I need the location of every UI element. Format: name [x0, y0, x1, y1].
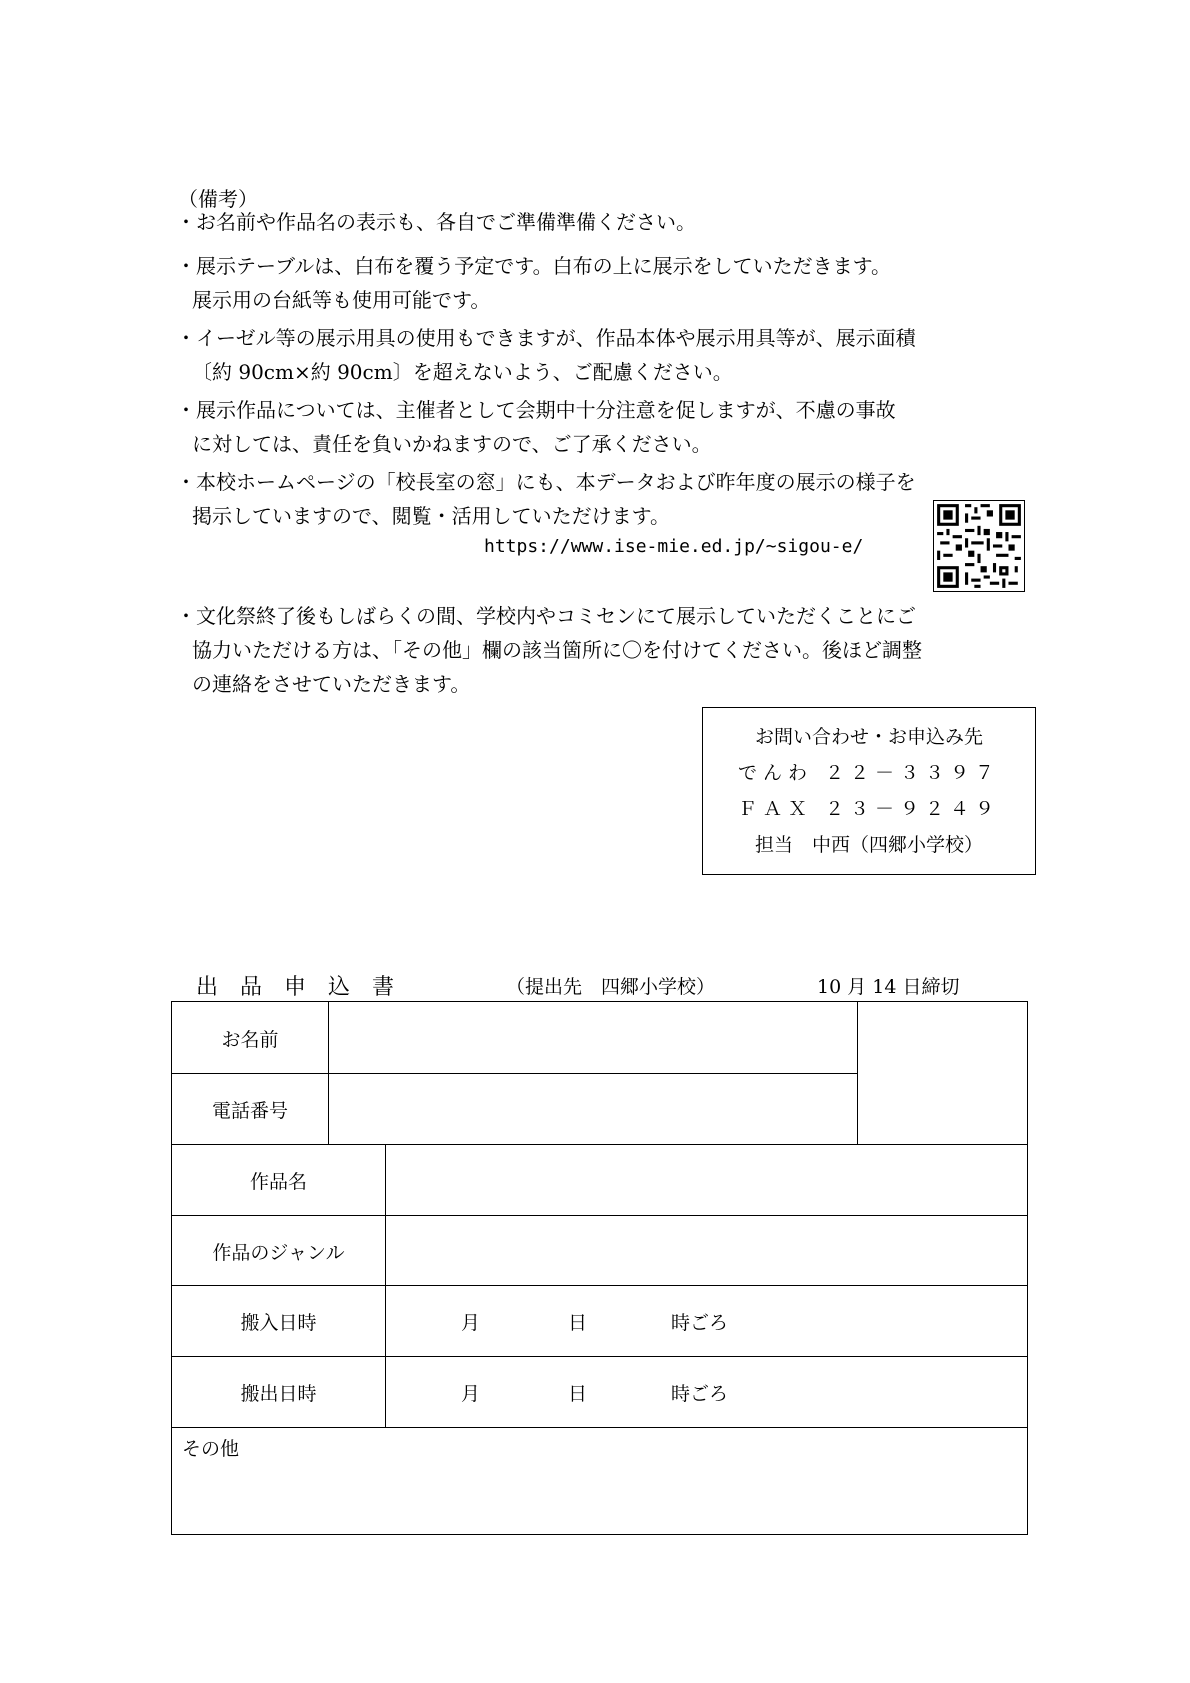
delivery-in-time: 時ごろ — [671, 1312, 729, 1334]
contact-box — [702, 707, 1036, 875]
notes-heading: （備考） — [178, 187, 258, 211]
row-divider — [172, 1285, 1027, 1286]
photo-box[interactable] — [858, 1003, 1026, 1143]
note-line: ・お名前や作品名の表示も、各自でご準備準備ください。 — [176, 210, 696, 234]
contact-person: 担当 中西（四郷小学校） — [754, 834, 983, 856]
note-line: 〔約 90cm×約 90cm〕を超えないよう、ご配慮ください。 — [192, 360, 733, 384]
name-label: お名前 — [221, 1029, 279, 1051]
qr-code-graphic — [934, 501, 1024, 591]
note-item — [176, 393, 896, 461]
note-line: 協力いただける方は、「その他」欄の該当箇所に〇を付けてください。後ほど調整 — [192, 638, 922, 662]
form-destination: （提出先 四郷小学校） — [506, 976, 716, 998]
row-divider — [172, 1356, 1027, 1357]
other-label: その他 — [182, 1438, 240, 1460]
note-item — [176, 465, 916, 533]
delivery-in-day: 日 — [568, 1312, 588, 1334]
work-title-label: 作品名 — [249, 1171, 307, 1193]
note-line: の連絡をさせていただきます。 — [192, 672, 471, 696]
delivery-out-time: 時ごろ — [671, 1383, 729, 1405]
note-line: ・文化祭終了後もしばらくの間、学校内やコミセンにて展示していただくことにご — [176, 604, 916, 628]
homepage-url[interactable]: https://www.ise-mie.ed.jp/~sigou-e/ — [484, 536, 864, 557]
phone-label: 電話番号 — [211, 1100, 288, 1122]
genre-label: 作品のジャンル — [212, 1242, 345, 1264]
note-item — [176, 205, 696, 239]
form-deadline: 10 月 14 日締切 — [817, 976, 960, 998]
note-item — [176, 599, 922, 701]
other-field[interactable] — [173, 1428, 1026, 1534]
delivery-in-label: 搬入日時 — [240, 1312, 317, 1334]
delivery-out-month: 月 — [461, 1383, 481, 1405]
note-line: に対しては、責任を負いかねますので、ご了承ください。 — [192, 432, 712, 456]
note-item — [176, 321, 916, 389]
contact-heading: お問い合わせ・お申込み先 — [754, 726, 983, 748]
application-form — [171, 1001, 1028, 1535]
contact-fax: ＦＡＸ ２３－９２４９ — [737, 798, 1001, 820]
note-line: 掲示していますので、閲覧・活用していただけます。 — [192, 504, 670, 528]
note-line: ・展示作品については、主催者として会期中十分注意を促しますが、不慮の事故 — [176, 398, 896, 422]
delivery-out-label: 搬出日時 — [240, 1383, 317, 1405]
note-item — [176, 249, 891, 317]
note-line: ・展示テーブルは、白布を覆う予定です。白布の上に展示をしていただきます。 — [176, 254, 891, 278]
note-line: 展示用の台紙等も使用可能です。 — [192, 288, 491, 312]
qr-code-icon[interactable] — [933, 500, 1025, 592]
delivery-in-month: 月 — [461, 1312, 481, 1334]
note-line: ・本校ホームページの「校長室の窓」にも、本データおよび昨年度の展示の様子を — [176, 470, 916, 494]
form-title: 出品申込書 — [196, 975, 417, 1000]
phone-field[interactable] — [329, 1074, 856, 1143]
note-line: ・イーゼル等の展示用具の使用もできますが、作品本体や展示用具等が、展示面積 — [176, 326, 916, 350]
contact-phone: でんわ ２２－３３９７ — [737, 762, 1001, 784]
delivery-out-day: 日 — [568, 1383, 588, 1405]
genre-field[interactable] — [386, 1216, 1026, 1284]
name-field[interactable] — [329, 1003, 856, 1072]
work-title-field[interactable] — [386, 1145, 1026, 1214]
